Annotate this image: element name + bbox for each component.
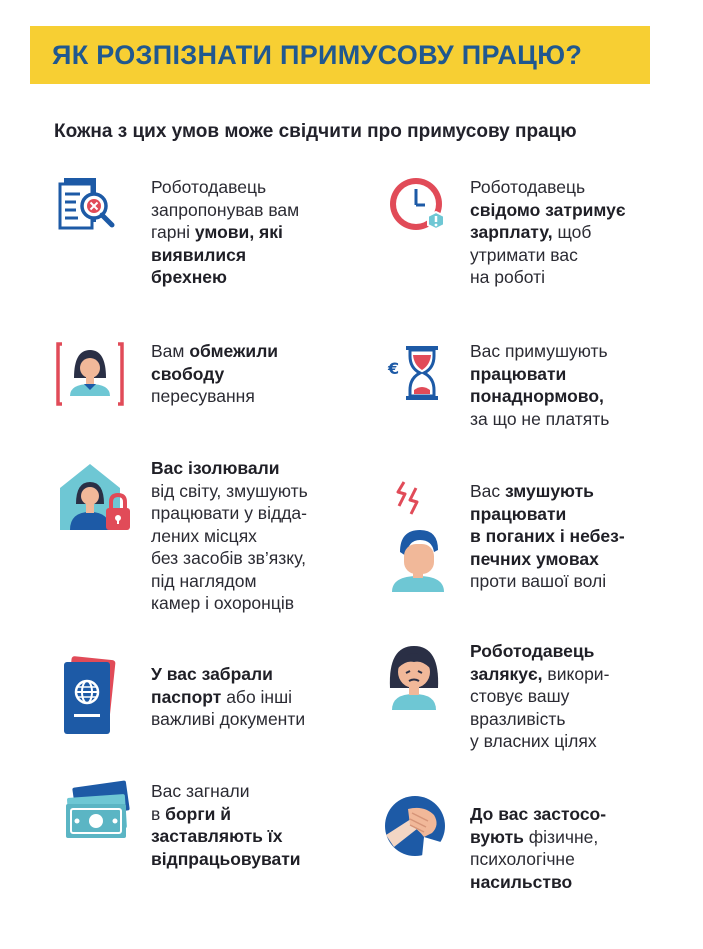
body-text: фізичне, [523,826,599,847]
text-line [470,199,626,222]
text-line [470,503,625,526]
text-line [470,363,609,386]
text-line [470,176,626,199]
text-line [151,363,278,386]
svg-text:€: € [388,359,400,378]
body-text: викори- [542,663,610,684]
header-banner [30,26,650,84]
text-line [470,221,626,244]
body-text: на роботі [470,267,545,287]
body-text: без засобів зв’язку, [151,548,306,568]
emphasis-text: У вас забрали [151,664,273,684]
emphasis-text: борги й [165,803,232,824]
body-text: від світу, змушують [151,480,308,501]
stressed-worker-icon [386,478,446,593]
text-line [470,826,606,849]
text-line [470,663,609,686]
emphasis-text: зарплату, [470,222,553,242]
text-line [470,244,626,267]
grabbed-arm-icon [384,795,446,857]
condition-text [151,663,305,731]
text-line [470,685,609,708]
body-text: Вас загнали [151,781,250,801]
text-line [151,848,301,871]
text-line [151,199,299,222]
hourglass-euro-icon [384,338,456,410]
body-text: камер і охоронців [151,593,295,613]
text-line [470,730,609,753]
condition-text [470,340,609,430]
subtitle: Кожна з цих умов може свідчити про примусову працю [54,121,577,142]
body-text: лених місцях [151,525,257,546]
body-text: Вам [151,341,190,361]
text-line [151,708,305,731]
body-text: пересування [151,386,255,406]
body-text: запропонував вам [151,199,300,220]
body-text: утримати вас [470,244,578,265]
text-line [470,871,606,894]
body-text: стовує вашу [470,686,570,706]
condition-text [151,780,301,870]
condition-text [151,176,299,289]
emphasis-text: умови, які [194,222,283,242]
emphasis-text: понаднормово, [470,386,604,406]
text-line [151,780,301,803]
text-line [151,825,301,848]
body-text: вразливість [470,708,566,729]
condition-text [151,457,308,615]
locked-house-person-icon [54,458,134,538]
emphasis-text: паспорт [151,686,222,707]
text-line [151,570,308,593]
text-line [151,592,308,615]
body-text: щоб [552,222,592,242]
text-line [470,803,606,826]
emphasis-text: виявилися [151,244,247,265]
text-line [470,408,609,431]
text-line [151,502,308,525]
emphasis-text: в поганих і небез- [470,526,625,546]
frightened-woman-icon [384,640,444,710]
emphasis-text: вують [470,826,524,847]
body-text: гарні [151,222,195,242]
condition-text [470,640,609,753]
emphasis-text: Роботодавець [470,641,595,661]
text-line [470,708,609,731]
emphasis-text: працювати [470,363,567,384]
text-line [151,525,308,548]
text-line [470,570,625,593]
body-text: Роботодавець [470,177,586,197]
text-line [470,266,626,289]
emphasis-text: обмежили [189,341,279,361]
body-text: працювати у відда- [151,503,307,523]
condition-text [470,480,625,593]
condition-text [470,176,626,289]
condition-text [470,803,606,893]
text-line [151,385,278,408]
text-line [470,848,606,871]
body-text: Вас [470,481,506,501]
restricted-person-icon [54,338,126,410]
text-line [470,385,609,408]
text-line [151,663,305,686]
body-text: проти вашої волі [470,571,607,591]
emphasis-text: відпрацьовувати [151,848,301,869]
text-line [151,547,308,570]
emphasis-text: свободу [151,363,225,384]
text-line [470,548,625,571]
body-text: в [151,803,166,824]
body-text: під наглядом [151,570,257,591]
text-line [151,266,299,289]
body-text: у власних цілях [470,731,597,751]
emphasis-text: заставляють їх [151,826,283,846]
emphasis-text: До вас застосо- [470,804,607,824]
text-line [151,480,308,503]
body-text: Вас примушують [470,341,608,361]
emphasis-text: залякує, [470,663,543,684]
emphasis-text: насильство [470,871,573,892]
text-line [151,221,299,244]
emphasis-text: змушують [505,481,594,501]
emphasis-text: свідомо затримує [470,199,626,220]
body-text: Роботодавець [151,177,267,197]
condition-text [151,340,278,408]
emphasis-text: печних умовах [470,548,599,569]
text-line [470,480,625,503]
money-banknotes-icon [62,780,136,844]
text-line [151,244,299,267]
text-line [470,640,609,663]
body-text: психологічне [470,849,575,869]
body-text: за що не платять [470,408,610,429]
body-text: важливі документи [151,709,306,729]
document-rejected-icon [54,172,126,244]
text-line [151,340,278,363]
text-line [470,525,625,548]
body-text: або інші [221,686,293,707]
text-line [151,457,308,480]
text-line [151,803,301,826]
text-line [470,340,609,363]
emphasis-text: брехнею [151,267,227,287]
text-line [151,686,305,709]
emphasis-text: Вас ізолювали [151,458,280,478]
page-title: ЯК РОЗПІЗНАТИ ПРИМУСОВУ ПРАЦЮ? [52,39,583,70]
emphasis-text: працювати [470,503,567,524]
clock-warning-icon [384,172,456,244]
passport-icon [60,656,120,736]
text-line [151,176,299,199]
